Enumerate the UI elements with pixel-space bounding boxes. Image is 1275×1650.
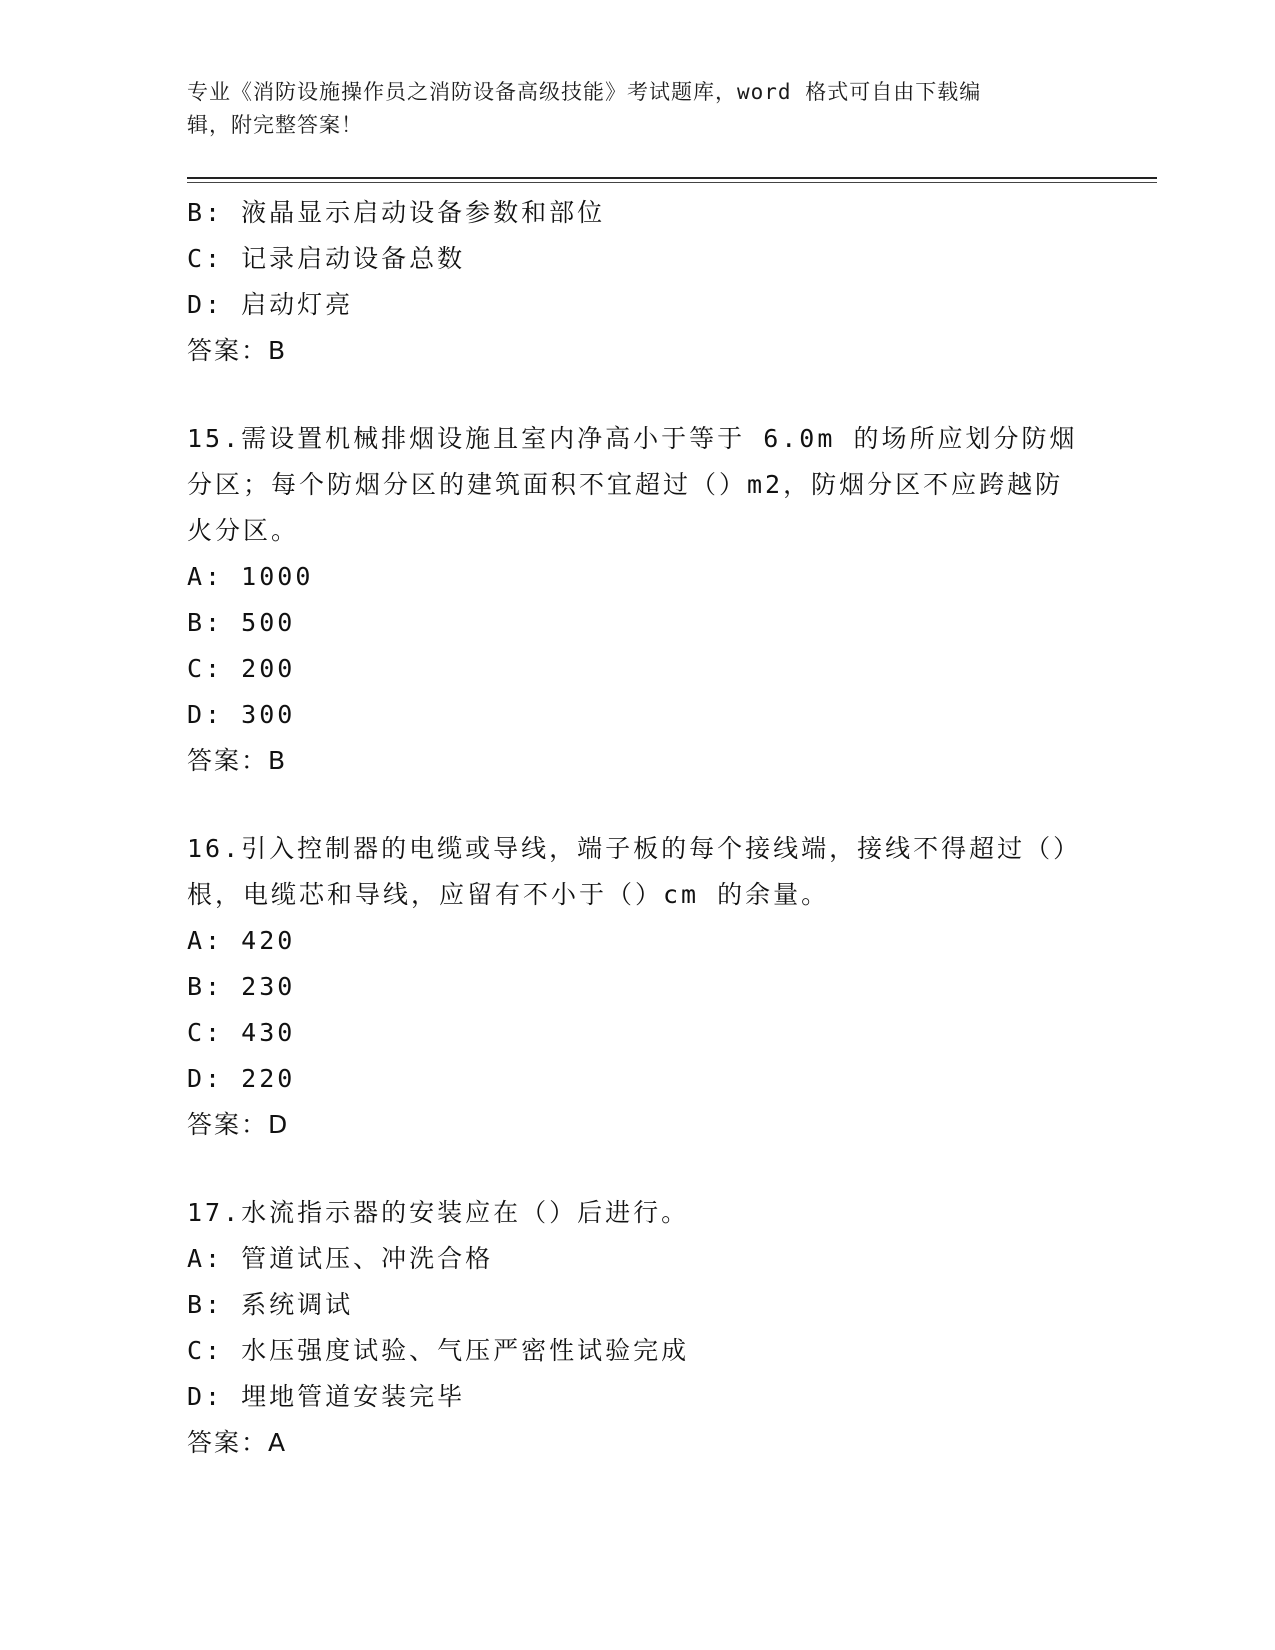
question-17 [187,1190,1087,1466]
question-stem: 17.水流指示器的安装应在（）后进行。 [187,1198,690,1227]
option-c: C: 200 [187,654,296,683]
header-line-1: 专业《消防设施操作员之消防设备高级技能》考试题库，word 格式可自由下载编 [187,80,982,104]
option-a: A: 1000 [187,562,314,591]
answer-line: 答案：B [187,746,288,775]
option-a: A: 420 [187,926,296,955]
option-c: C: 水压强度试验、气压严密性试验完成 [187,1336,690,1365]
option-c: C: 430 [187,1018,296,1047]
document-header [187,76,1087,142]
option-a: A: 管道试压、冲洗合格 [187,1244,494,1273]
header-divider-thin [187,182,1157,183]
option-d: D: 220 [187,1064,296,1093]
option-c: C: 记录启动设备总数 [187,244,466,273]
option-b: B: 系统调试 [187,1290,354,1319]
header-line-2: 辑，附完整答案！ [187,113,363,137]
option-b: B: 液晶显示启动设备参数和部位 [187,198,606,227]
option-d: D: 埋地管道安装完毕 [187,1382,466,1411]
header-divider-thick [187,177,1157,179]
question-stem: 15.需设置机械排烟设施且室内净高小于等于 6.0m 的场所应划分防烟分区；每个防烟分区的建筑面积不宜超过（）m2，防烟分区不应跨越防火分区。 [187,424,1078,545]
question-15 [187,416,1087,784]
option-d: D: 启动灯亮 [187,290,354,319]
question-stem: 16.引入控制器的电缆或导线，端子板的每个接线端，接线不得超过（）根，电缆芯和导线，应留有不小于（）cm 的余量。 [187,834,1082,909]
question-list [187,190,1087,1466]
answer-line: 答案：B [187,336,288,365]
option-d: D: 300 [187,700,296,729]
question-14-continuation [187,190,1087,374]
question-16 [187,826,1087,1148]
option-b: B: 230 [187,972,296,1001]
option-b: B: 500 [187,608,296,637]
answer-line: 答案：D [187,1110,290,1139]
answer-line: 答案：A [187,1428,288,1457]
